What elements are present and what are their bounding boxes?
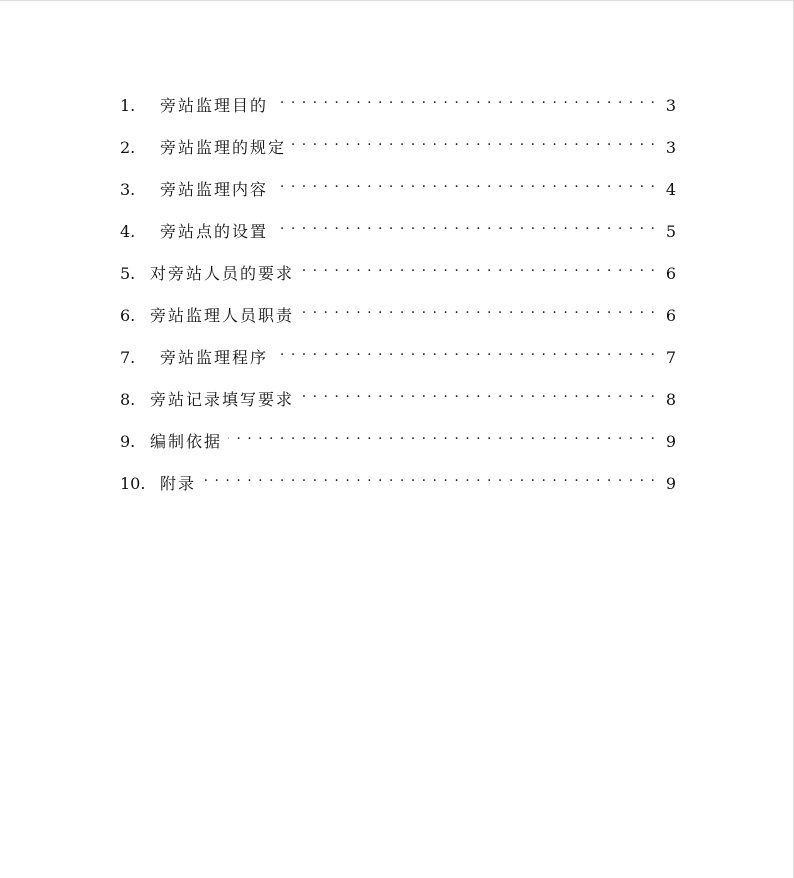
toc-entry-page: 9: [665, 474, 676, 493]
toc-entry-number: 6.: [120, 306, 136, 325]
toc-entry-number: 5.: [120, 264, 136, 283]
toc-entry-page: 8: [665, 390, 676, 409]
toc-dot-leader: [300, 255, 656, 279]
toc-entry-9[interactable]: [120, 423, 676, 465]
toc-entry-title: 对旁站人员的要求: [150, 264, 295, 283]
toc-dot-leader: [300, 297, 656, 321]
toc-dot-leader: [292, 129, 656, 153]
toc-entry-1[interactable]: [120, 87, 676, 129]
toc-entry-page: 4: [665, 180, 676, 199]
toc-entry-number: 8.: [120, 390, 136, 409]
toc-entry-number: 3.: [120, 180, 136, 199]
toc-entry-number: 9.: [120, 432, 136, 451]
table-of-contents: [120, 87, 676, 507]
toc-entry-10[interactable]: [120, 465, 676, 507]
toc-entry-3[interactable]: [120, 171, 676, 213]
toc-entry-number: 1.: [120, 96, 136, 115]
toc-entry-title: 附录: [160, 474, 197, 493]
toc-entry-title: 旁站监理人员职责: [150, 306, 295, 325]
toc-entry-page: 5: [665, 222, 676, 241]
toc-entry-page: 3: [665, 96, 676, 115]
toc-entry-page: 3: [665, 138, 676, 157]
toc-entry-title: 旁站监理目的: [160, 96, 269, 115]
toc-entry-number: 4.: [120, 222, 136, 241]
toc-entry-title: 旁站记录填写要求: [150, 390, 295, 409]
toc-entry-page: 7: [665, 348, 676, 367]
toc-entry-number: 10.: [120, 474, 146, 493]
toc-entry-number: 7.: [120, 348, 136, 367]
toc-dot-leader: [202, 465, 656, 489]
toc-entry-title: 旁站监理内容: [160, 180, 269, 199]
toc-dot-leader: [274, 87, 656, 111]
toc-dot-leader: [300, 381, 656, 405]
toc-entry-title: 旁站监理程序: [160, 348, 269, 367]
toc-entry-title: 旁站点的设置: [160, 222, 269, 241]
toc-entry-title: 旁站监理的规定: [160, 138, 287, 157]
toc-entry-5[interactable]: [120, 255, 676, 297]
toc-dot-leader: [274, 213, 656, 237]
toc-entry-7[interactable]: [120, 339, 676, 381]
toc-entry-page: 6: [665, 264, 676, 283]
toc-entry-8[interactable]: [120, 381, 676, 423]
toc-entry-number: 2.: [120, 138, 136, 157]
toc-entry-page: 6: [665, 306, 676, 325]
toc-dot-leader: [274, 339, 656, 363]
toc-entry-page: 9: [665, 432, 676, 451]
toc-entry-title: 编制依据: [150, 432, 223, 451]
toc-entry-4[interactable]: [120, 213, 676, 255]
toc-dot-leader: [228, 423, 656, 447]
toc-dot-leader: [274, 171, 656, 195]
toc-entry-2[interactable]: [120, 129, 676, 171]
toc-entry-6[interactable]: [120, 297, 676, 339]
